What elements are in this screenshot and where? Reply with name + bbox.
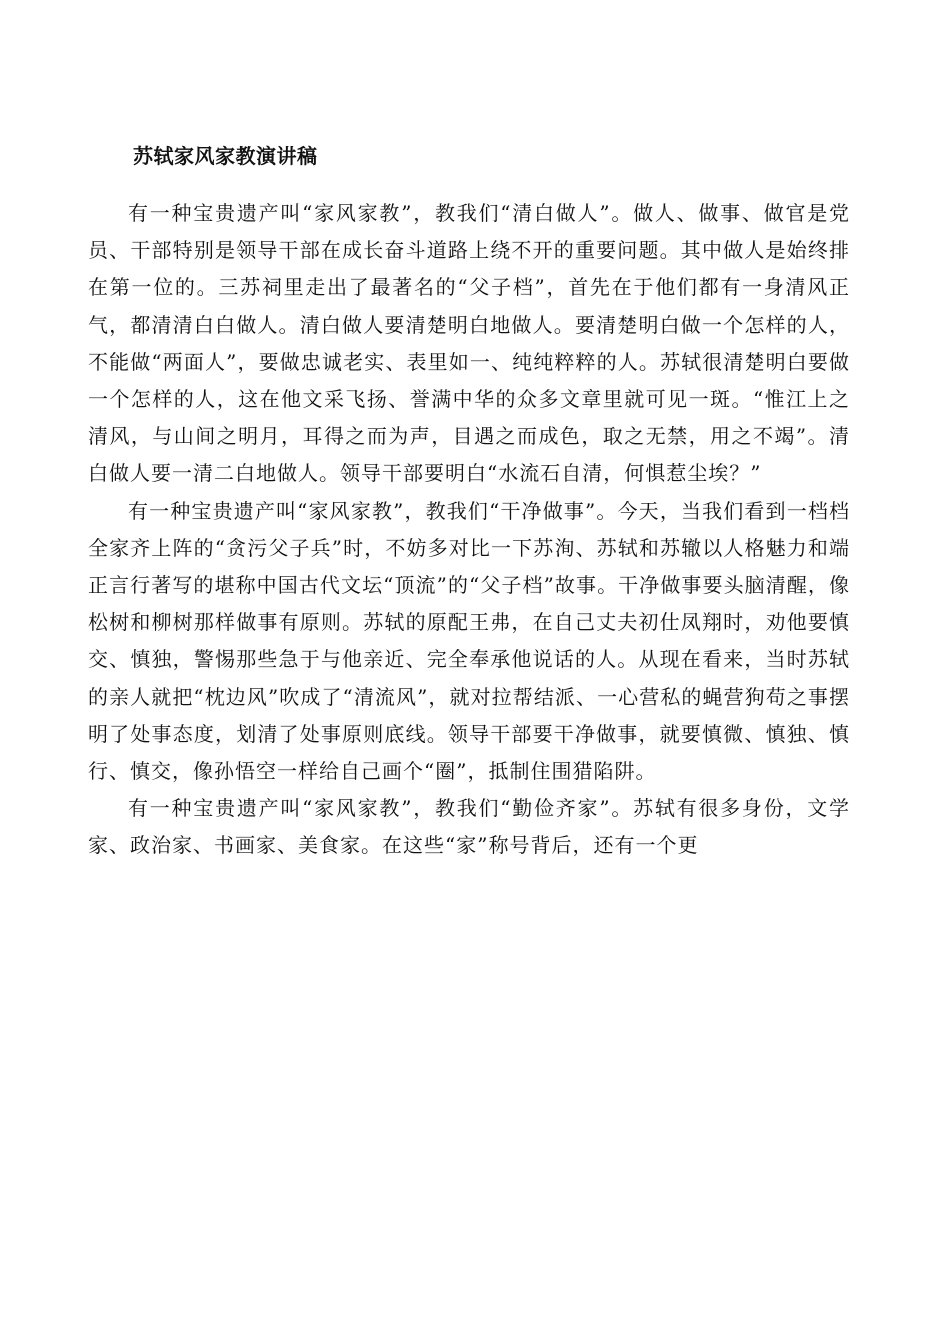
paragraph-clean-work: 有一种宝贵遗产叫“家风家教”，教我们“干净做事”。今天，当我们看到一档档全家齐上阵的“贪污父子兵”时，不妨多对比一下苏洵、苏轼和苏辙以人格魅力和端正言行著写的堪称中国古代文坛“顶流”的“父子档”故事。干净做事要头脑清醒，像松树和柳树那样做事有原则。苏轼的原配王弗，在自己丈夫初仕凤翔时，劝他要慎交、慎独，警惕那些急于与他亲近、完全奉承他说话的人。从现在看来，当时苏轼的亲人就把“枕边风”吹成了“清流风”，就对拉帮结派、一心营私的蝇营狗苟之事摆明了处事态度，划清了处事原则底线。领导干部要干净做事，就要慎微、慎独、慎行、慎交，像孙悟空一样给自己画个“圈”，抵制住围猎陷阱。 — [88, 498, 850, 784]
paragraph-clean-person: 有一种宝贵遗产叫“家风家教”，教我们“清白做人”。做人、做事、做官是党员、干部特别是领导干部在成长奋斗道路上绕不开的重要问题。其中做人是始终排在第一位的。三苏祠里走出了最著名的“父子档”，首先在于他们都有一身清风正气，都清清白白做人。清白做人要清楚明白地做人。要清楚明白做一个怎样的人，不能做“两面人”，要做忠诚老实、表里如一、纯纯粹粹的人。苏轼很清楚明白要做一个怎样的人，这在他文采飞扬、誉满中华的众多文章里就可见一斑。“惟江上之清风，与山间之明月，耳得之而为声，目遇之而成色，取之无禁，用之不竭”。清白做人要一清二白地做人。领导干部要明白“水流石自清，何惧惹尘埃？” — [88, 201, 850, 486]
document-title: 苏轼家风家教演讲稿 — [133, 144, 318, 168]
paragraph-thrift-family: 有一种宝贵遗产叫“家风家教”，教我们“勤俭齐家”。苏轼有很多身份，文学家、政治家、书画家、美食家。在这些“家”称号背后，还有一个更 — [88, 796, 850, 858]
document-body — [88, 195, 850, 865]
